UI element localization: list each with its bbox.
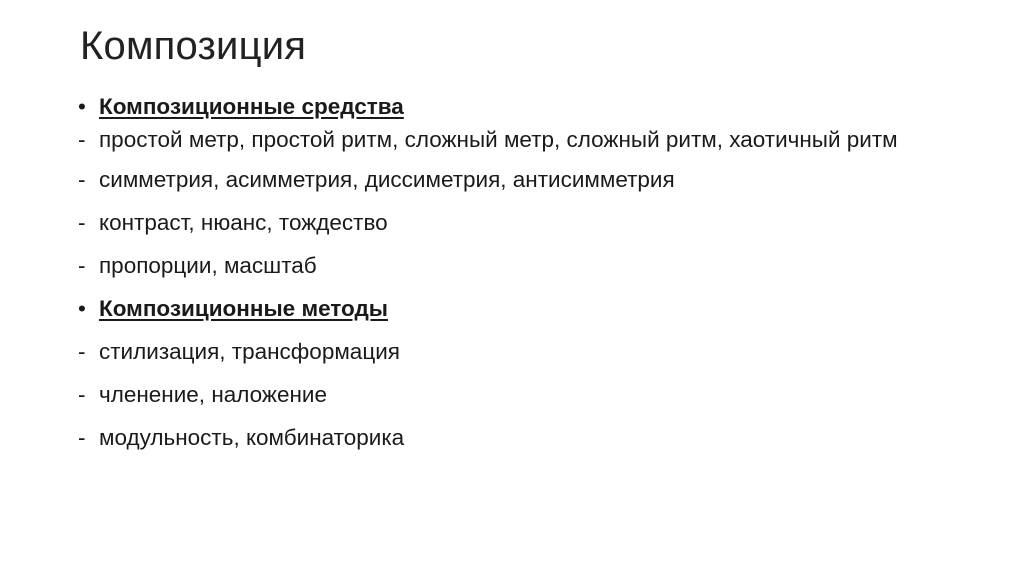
dash-icon: - bbox=[78, 253, 86, 278]
dash-icon: - bbox=[78, 382, 86, 407]
slide-body bbox=[78, 92, 938, 453]
list-item-text: стилизация, трансформация bbox=[99, 339, 400, 364]
list-item-stylization bbox=[78, 337, 938, 367]
list-item-division bbox=[78, 380, 938, 410]
slide-title: Композиция bbox=[80, 24, 307, 68]
list-item-proportions bbox=[78, 251, 938, 281]
list-item-heading-means bbox=[78, 92, 938, 122]
list-item-rhythm bbox=[78, 125, 938, 155]
list-item-text: контраст, нюанс, тождество bbox=[99, 210, 388, 235]
list-item-heading-methods bbox=[78, 294, 938, 324]
dash-icon: - bbox=[78, 167, 86, 192]
dash-icon: - bbox=[78, 425, 86, 450]
list-item-text: простой метр, простой ритм, сложный метр, сложный ритм, хаотичный ритм bbox=[99, 127, 898, 152]
list-item-text: модульность, комбинаторика bbox=[99, 425, 405, 450]
list-item-symmetry bbox=[78, 165, 938, 195]
list-item-text: Композиционные методы bbox=[99, 296, 388, 321]
list-item-text: симметрия, асимметрия, диссиметрия, антисимметрия bbox=[99, 167, 675, 192]
list-item-text: пропорции, масштаб bbox=[99, 253, 317, 278]
bullet-icon: • bbox=[78, 94, 86, 119]
dash-icon: - bbox=[78, 127, 86, 152]
list-item-text: членение, наложение bbox=[99, 382, 327, 407]
list-item-modularity bbox=[78, 423, 938, 453]
dash-icon: - bbox=[78, 339, 86, 364]
bullet-icon: • bbox=[78, 296, 86, 321]
list-item-text: Композиционные средства bbox=[99, 94, 404, 119]
list-item-contrast bbox=[78, 208, 938, 238]
dash-icon: - bbox=[78, 210, 86, 235]
